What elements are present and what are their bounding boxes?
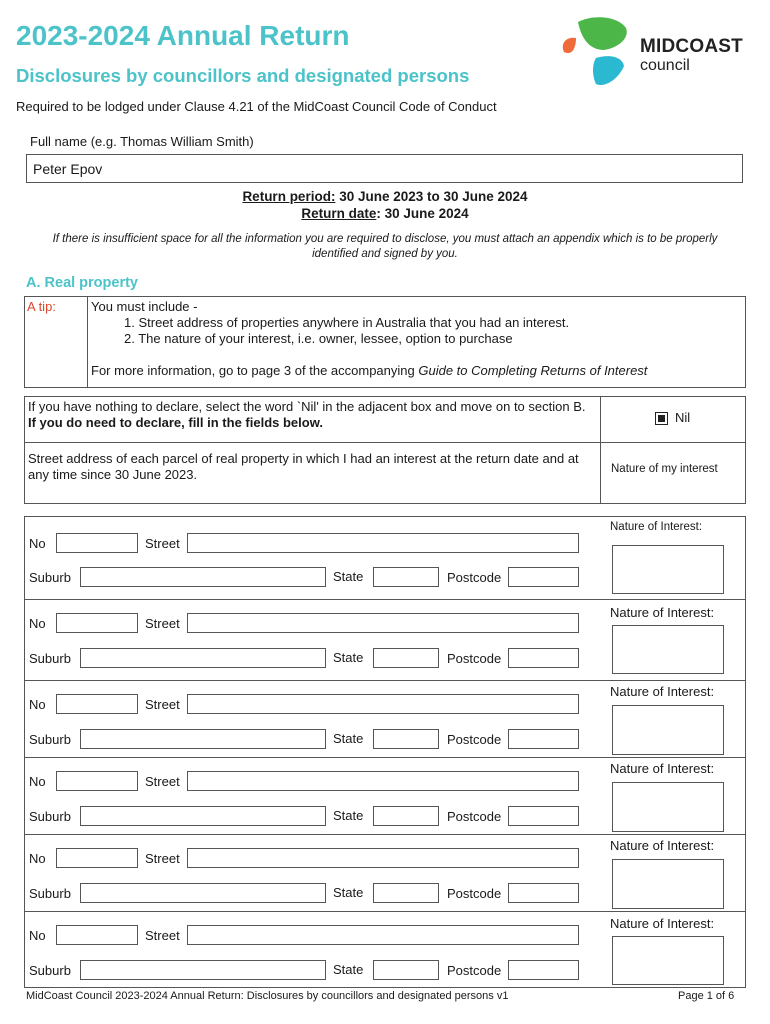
state-input[interactable]	[373, 729, 439, 749]
no-label: No	[29, 536, 46, 551]
return-period-label: Return period:	[242, 189, 336, 204]
street-input[interactable]	[187, 848, 579, 868]
midcoast-council-logo	[558, 14, 758, 94]
tip-label: A tip:	[25, 297, 88, 387]
full-name-field[interactable]: Peter Epov	[26, 154, 743, 183]
suburb-input[interactable]	[80, 567, 326, 587]
nature-of-interest-label: Nature of Interest:	[610, 916, 715, 931]
logo-line-2: council	[640, 57, 690, 74]
suburb-label: Suburb	[29, 809, 71, 824]
street-number-input[interactable]	[56, 848, 138, 868]
street-number-input[interactable]	[56, 613, 138, 633]
suburb-input[interactable]	[80, 806, 326, 826]
state-label: State	[333, 569, 364, 584]
state-input[interactable]	[373, 806, 439, 826]
street-label: Street	[145, 616, 180, 631]
postcode-label: Postcode	[447, 886, 502, 901]
street-number-input[interactable]	[56, 694, 138, 714]
required-clause-text: Required to be lodged under Clause 4.21 of the MidCoast Council Code of Conduct	[16, 99, 497, 114]
logo-mark-icon	[558, 14, 638, 94]
state-input[interactable]	[373, 883, 439, 903]
no-label: No	[29, 851, 46, 866]
logo-line-1: MIDCOAST	[640, 36, 743, 57]
nil-checkbox[interactable]	[655, 412, 668, 425]
tip-more-prefix: For more information, go to page 3 of the accompanying	[91, 363, 419, 378]
tip-item: 1. Street address of properties anywhere in Australia that you had an interest.	[124, 315, 570, 330]
footer-page-number: Page 1 of 6	[678, 990, 735, 1002]
no-label: No	[29, 928, 46, 943]
page-title: 2023-2024 Annual Return	[16, 20, 350, 51]
property-row	[25, 835, 745, 912]
tip-item: 2. The nature of your interest, i.e. owner, lessee, option to purchase	[124, 331, 513, 346]
street-input[interactable]	[187, 533, 579, 553]
postcode-input[interactable]	[508, 960, 579, 980]
street-number-input[interactable]	[56, 925, 138, 945]
nil-instruction-text: If you have nothing to declare, select the word `Nil' in the adjacent box and move on to section B.	[28, 399, 586, 414]
nature-of-interest-header: Nature of my interest	[611, 463, 718, 475]
nature-of-interest-label: Nature of Interest:	[610, 605, 715, 620]
no-label: No	[29, 697, 46, 712]
property-rows	[24, 516, 746, 988]
nil-instruction	[25, 397, 601, 443]
state-label: State	[333, 731, 364, 746]
suburb-label: Suburb	[29, 651, 71, 666]
full-name-label: Full name (e.g. Thomas William Smith)	[30, 134, 254, 149]
postcode-input[interactable]	[508, 567, 579, 587]
nature-of-interest-label: Nature of Interest:	[610, 684, 715, 699]
suburb-input[interactable]	[80, 883, 326, 903]
nature-of-interest-input[interactable]	[612, 625, 724, 674]
street-label: Street	[145, 928, 180, 943]
street-label: Street	[145, 851, 180, 866]
street-number-input[interactable]	[56, 771, 138, 791]
property-row	[25, 681, 745, 758]
street-address-description: Street address of each parcel of real property in which I had an interest at the return date and at any time since 30 June 2023.	[25, 443, 601, 503]
street-input[interactable]	[187, 771, 579, 791]
no-label: No	[29, 616, 46, 631]
postcode-label: Postcode	[447, 809, 502, 824]
no-label: No	[29, 774, 46, 789]
postcode-label: Postcode	[447, 570, 502, 585]
nature-of-interest-label: Nature of Interest:	[610, 521, 703, 533]
footer-document-title: MidCoast Council 2023-2024 Annual Return: Disclosures by councillors and designated persons v1	[26, 990, 509, 1002]
suburb-label: Suburb	[29, 963, 71, 978]
street-number-input[interactable]	[56, 533, 138, 553]
street-label: Street	[145, 697, 180, 712]
street-label: Street	[145, 536, 180, 551]
return-date-label: Return date	[301, 206, 377, 221]
suburb-label: Suburb	[29, 732, 71, 747]
state-input[interactable]	[373, 648, 439, 668]
return-period-block	[0, 188, 770, 222]
tip-body	[91, 299, 647, 379]
street-input[interactable]	[187, 694, 579, 714]
tip-more-info	[91, 363, 647, 379]
street-label: Street	[145, 774, 180, 789]
property-row	[25, 600, 745, 681]
postcode-label: Postcode	[447, 651, 502, 666]
nil-declaration-table	[24, 396, 746, 504]
suburb-input[interactable]	[80, 960, 326, 980]
nature-of-interest-input[interactable]	[612, 545, 724, 594]
suburb-input[interactable]	[80, 648, 326, 668]
nature-of-interest-input[interactable]	[612, 782, 724, 832]
tip-box	[24, 296, 746, 388]
state-label: State	[333, 808, 364, 823]
property-row	[25, 912, 745, 989]
section-a-heading: A. Real property	[26, 275, 138, 291]
postcode-label: Postcode	[447, 963, 502, 978]
street-input[interactable]	[187, 613, 579, 633]
postcode-input[interactable]	[508, 883, 579, 903]
state-input[interactable]	[373, 567, 439, 587]
state-label: State	[333, 962, 364, 977]
postcode-label: Postcode	[447, 732, 502, 747]
tip-intro: You must include -	[91, 299, 198, 314]
insufficient-space-note: If there is insufficient space for all the information you are required to disclose, you must attach an appendix which is to be properly identified and signed by you.	[52, 233, 718, 260]
nature-of-interest-label: Nature of Interest:	[610, 761, 715, 776]
nature-of-interest-label: Nature of Interest:	[610, 838, 715, 853]
state-label: State	[333, 650, 364, 665]
street-input[interactable]	[187, 925, 579, 945]
property-row	[25, 517, 745, 600]
suburb-label: Suburb	[29, 886, 71, 901]
postcode-input[interactable]	[508, 729, 579, 749]
nature-of-interest-input[interactable]	[612, 936, 724, 985]
page-subtitle: Disclosures by councillors and designated persons	[16, 65, 470, 86]
state-input[interactable]	[373, 960, 439, 980]
property-row	[25, 758, 745, 835]
postcode-input[interactable]	[508, 806, 579, 826]
nature-of-interest-input[interactable]	[612, 859, 724, 909]
return-date-value: : 30 June 2024	[376, 206, 469, 221]
nil-label: Nil	[675, 410, 691, 425]
suburb-label: Suburb	[29, 570, 71, 585]
guide-title: Guide to Completing Returns of Interest	[418, 363, 648, 378]
return-period-value: 30 June 2023 to 30 June 2024	[335, 189, 528, 204]
nil-option	[601, 397, 745, 443]
suburb-input[interactable]	[80, 729, 326, 749]
postcode-input[interactable]	[508, 648, 579, 668]
nil-instruction-bold: If you do need to declare, fill in the fields below.	[28, 415, 323, 430]
state-label: State	[333, 885, 364, 900]
nature-of-interest-input[interactable]	[612, 705, 724, 755]
